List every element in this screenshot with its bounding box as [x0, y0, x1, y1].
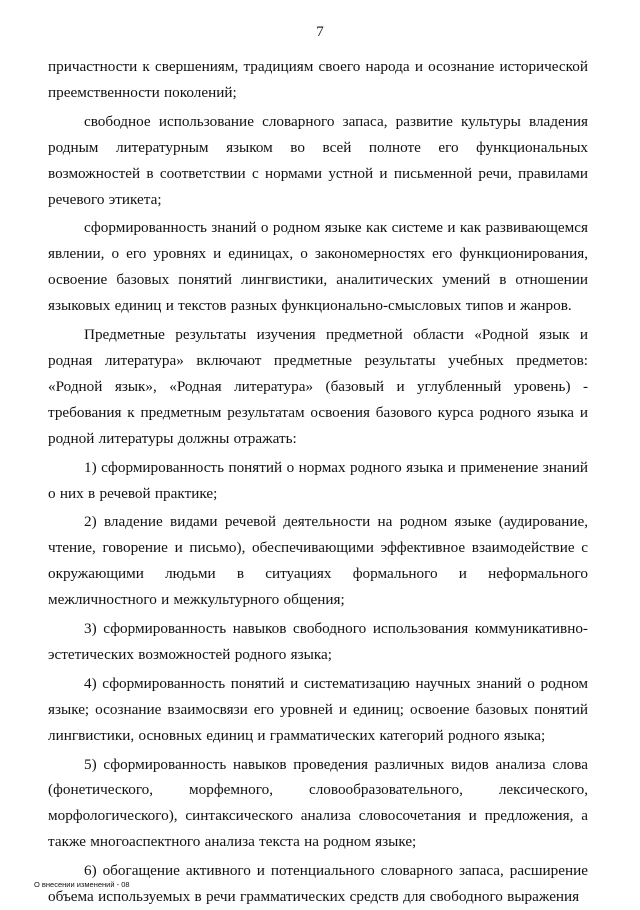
list-item-3: 3) сформированность навыков свободного использования коммуникативно-эстетических возможностей родного языка; [48, 620, 588, 663]
page-number: 7 [316, 24, 324, 40]
paragraph-vocabulary-usage: свободное использование словарного запаса, развитие культуры владения родным литературным языком во всей полноте его функциональных возможностей в соответствии с нормами устной и письменной речи, правилами речевого этикета; [48, 112, 588, 208]
list-item-1: 1) сформированность понятий о нормах родного языка и применение знаний о них в речевой практике; [48, 458, 588, 502]
list-item-6: 6) обогащение активного и потенциального словарного запаса, расширение объема используемых в речи грамматических средств для свободного выражения [48, 862, 588, 906]
list-item-5: 5) сформированность навыков проведения различных видов анализа слова (фонетического, морфемного, словообразовательного, лексического, морфологического), синтаксического анализа словосочетания и предложения, а также многоаспектного анализа текста на родном языке; [48, 755, 588, 851]
list-item-2: 2) владение видами речевой деятельности на родном языке (аудирование, чтение, говорение и письмо), обеспечивающими эффективное взаимодействие с окружающими людьми в ситуациях формального и неформального межличностного и межкультурного общения; [48, 513, 588, 609]
document-body [48, 54, 588, 910]
paragraph-language-knowledge: сформированность знаний о родном языке как системе и как развивающемся явлении, о его уровнях и единицах, о закономерностях его функционирования, освоение базовых понятий лингвистики, аналитических умений в отношении языковых единиц и текстов разных функционально-смысловых типов и жанров. [48, 219, 588, 315]
paragraph-subject-results-intro: Предметные результаты изучения предметной области «Родной язык и родная литература» включают предметные результаты учебных предметов: «Родной язык», «Родная литература» (базовый и углубленный уровень) - требования к предметным результатам освоения базового курса родного языка и родной литературы должны отражать: [48, 326, 588, 447]
list-item-4: 4) сформированность понятий и систематизацию научных знаний о родном языке; осознание взаимосвязи его уровней и единиц; освоение базовых понятий лингвистики, основных единиц и грамматических категорий родного языка; [48, 674, 588, 744]
footer-note: О внесении изменений - 08 [34, 880, 130, 889]
paragraph-continuation: причастности к свершениям, традициям своего народа и осознание исторической преемственности поколений; [48, 58, 588, 101]
